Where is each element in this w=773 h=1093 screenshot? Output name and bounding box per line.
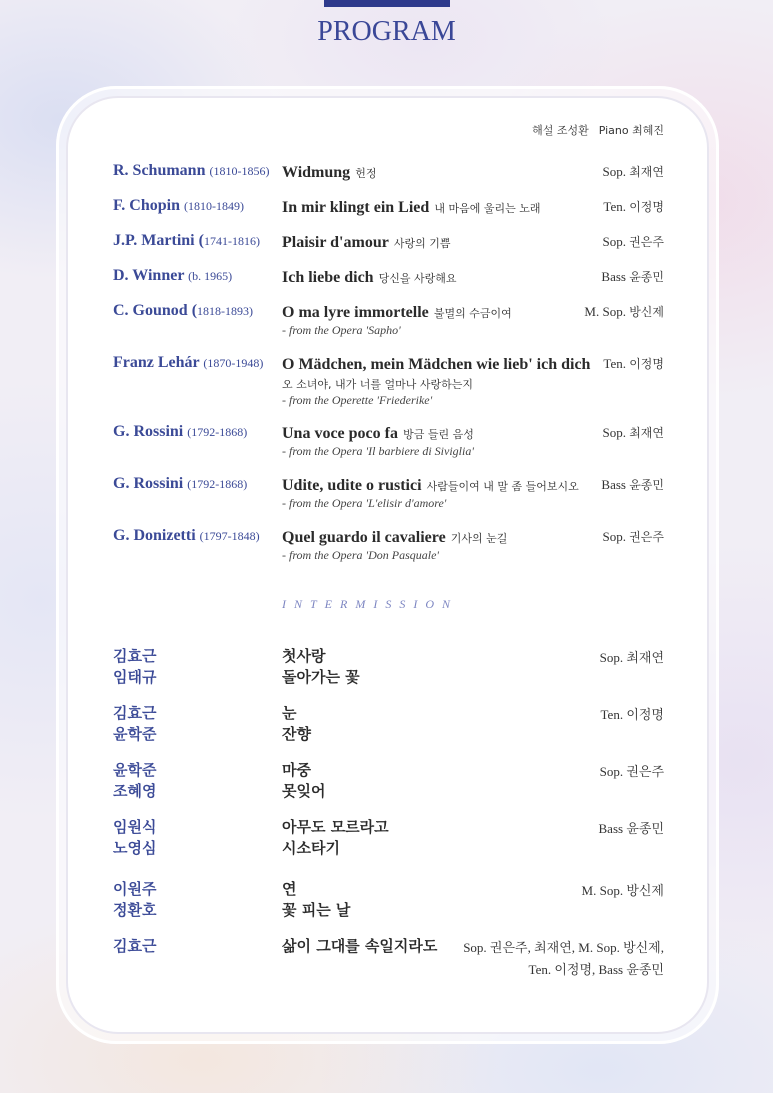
work-source: - from the Opera 'L'elisir d'amore' <box>282 496 447 510</box>
performer: M. Sop. 방신제 <box>584 304 664 319</box>
work: 삶이 그대를 속일지라도 <box>282 937 438 955</box>
work-source: - from the Operette 'Friederike' <box>282 393 433 407</box>
credits <box>532 122 664 138</box>
performer: M. Sop. 방신제 <box>581 883 664 898</box>
work: O Mädchen, mein Mädchen wie lieb' ich dich 오 소녀야, 내가 너를 얼마나 사랑하는지 - from the Operette 'Friederike' <box>282 356 591 407</box>
composer: D. Winner (b. 1965) <box>113 267 233 284</box>
composer: 윤학준 조혜영 <box>113 761 157 800</box>
work: Una voce poco fa 방금 들린 음성 - from the Opera 'Il barbiere di Siviglia' <box>282 425 474 458</box>
intermission-label: INTERMISSION <box>282 597 458 611</box>
composer: F. Chopin (1810-1849) <box>113 197 244 214</box>
composer: 김효근 임태규 <box>113 647 157 686</box>
work: O ma lyre immortelle 불멸의 수금이여 - from the Opera 'Sapho' <box>282 304 512 337</box>
composer: J.P. Martini (1741-1816) <box>113 232 260 249</box>
composer: C. Gounod (1818-1893) <box>113 302 254 319</box>
performer: Sop. 권은주 <box>602 234 664 249</box>
work: 연 꽃 피는 날 <box>282 880 351 919</box>
performer: Ten. 이정명 <box>603 356 664 371</box>
performer: Ten. 이정명 <box>603 199 664 214</box>
performer: Bass 윤종민 <box>598 821 664 836</box>
work: Widmung 헌정 <box>282 164 377 181</box>
composer: G. Donizetti (1797-1848) <box>113 527 260 544</box>
performer: Sop. 권은주 <box>602 529 664 544</box>
piano-credit: Piano 최혜진 <box>598 124 664 137</box>
work: 마중 못잊어 <box>282 761 326 800</box>
work: 아무도 모르라고 시소타기 <box>282 818 389 857</box>
performer: Sop. 최재연 <box>599 650 664 665</box>
composer: R. Schumann (1810-1856) <box>113 162 270 179</box>
performer: Sop. 권은주 <box>599 764 664 779</box>
performer: Sop. 최재연 <box>602 164 664 179</box>
work: Ich liebe dich 당신을 사랑해요 <box>282 269 457 286</box>
performer: Sop. 권은주, 최재연, M. Sop. 방신제, Ten. 이정명, Bass 윤종민 <box>463 940 664 977</box>
work: Udite, udite o rustici 사람들이여 내 말 좀 들어보시오 - from the Opera 'L'elisir d'amore' <box>282 477 579 510</box>
performer: Bass 윤종민 <box>601 269 664 284</box>
work: 눈 잔향 <box>282 704 311 743</box>
performer: Bass 윤종민 <box>601 477 664 492</box>
composer: G. Rossini (1792-1868) <box>113 423 248 440</box>
work: In mir klingt ein Lied 내 마음에 울리는 노래 <box>282 199 541 216</box>
work-source: - from the Opera 'Il barbiere di Siviglia' <box>282 444 474 458</box>
work: Plaisir d'amour 사랑의 기쁨 <box>282 234 451 251</box>
work: Quel guardo il cavaliere 기사의 눈길 - from the Opera 'Don Pasquale' <box>282 529 508 562</box>
top-accent-bar <box>324 0 450 7</box>
composer: 김효근 윤학준 <box>113 704 157 743</box>
work-subtitle-ko: 오 소녀야, 내가 너를 얼마나 사랑하는지 <box>282 378 473 391</box>
performer: Ten. 이정명 <box>600 707 664 722</box>
performer: Sop. 최재연 <box>602 425 664 440</box>
work-source: - from the Opera 'Don Pasquale' <box>282 548 440 562</box>
composer: 이원주 정환호 <box>113 880 157 919</box>
composer: 김효근 <box>113 937 157 955</box>
composer: G. Rossini (1792-1868) <box>113 475 248 492</box>
composer: 임원식 노영심 <box>113 818 157 857</box>
work-source: - from the Opera 'Sapho' <box>282 323 401 337</box>
work: 첫사랑 돌아가는 꽃 <box>282 647 360 686</box>
page-title: PROGRAM <box>317 16 456 47</box>
commentary-credit: 해설 조성환 <box>532 124 589 137</box>
composer: Franz Lehár (1870-1948) <box>113 354 264 371</box>
